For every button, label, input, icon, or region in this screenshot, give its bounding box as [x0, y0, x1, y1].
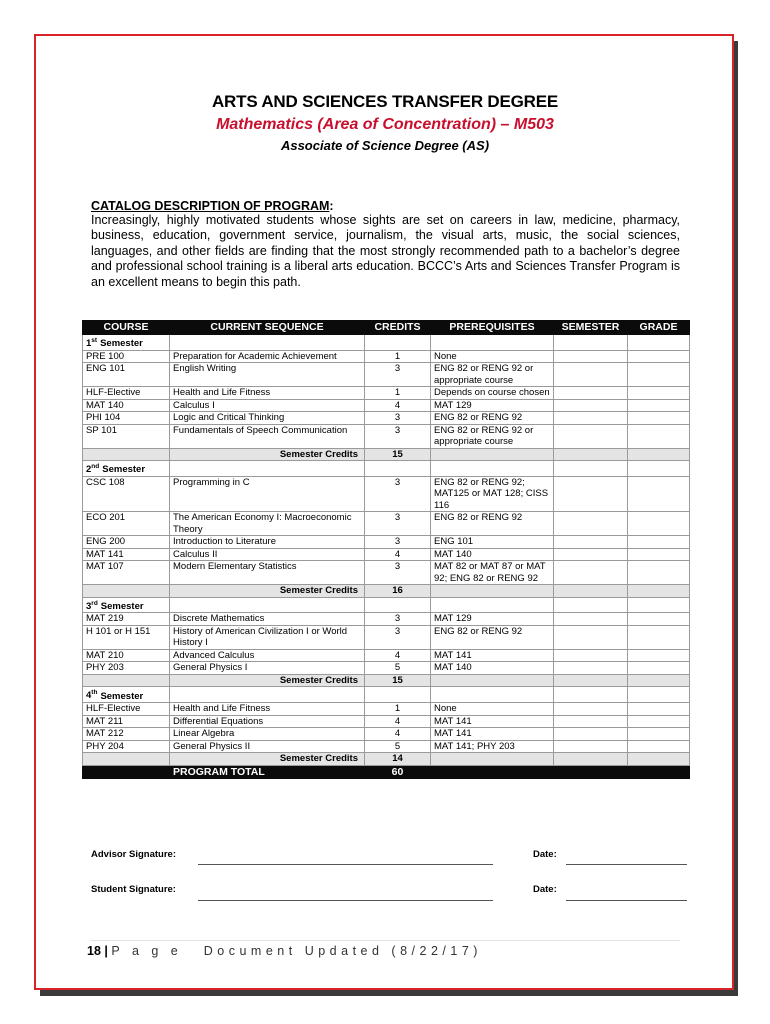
- course-credits: 3: [365, 363, 431, 387]
- empty-cell: [431, 687, 554, 703]
- semester-number: 2: [86, 464, 92, 476]
- course-prerequisites: MAT 82 or MAT 87 or MAT 92; ENG 82 or RENG 92: [431, 561, 554, 585]
- semester-cell[interactable]: [554, 476, 628, 512]
- grade-cell[interactable]: [628, 561, 690, 585]
- course-code: HLF-Elective: [83, 703, 170, 716]
- grade-cell[interactable]: [628, 740, 690, 753]
- table-row: [83, 476, 690, 512]
- semester-total-row: [83, 448, 690, 461]
- course-credits: 4: [365, 728, 431, 741]
- grade-cell[interactable]: [628, 536, 690, 549]
- grade-cell[interactable]: [628, 387, 690, 400]
- course-sequence: Introduction to Literature: [170, 536, 365, 549]
- semester-ordinal: st: [91, 337, 98, 344]
- student-date-line[interactable]: [566, 900, 687, 901]
- semester-ordinal: th: [91, 689, 98, 697]
- empty-cell: [554, 335, 628, 351]
- semester-credits-label: Semester Credits: [170, 753, 365, 766]
- semester-cell[interactable]: [554, 536, 628, 549]
- page-number: 18: [87, 944, 101, 958]
- semester-total-row: [83, 753, 690, 766]
- empty-cell: [431, 335, 554, 351]
- grade-cell[interactable]: [628, 476, 690, 512]
- semester-credits-total: 15: [365, 674, 431, 687]
- grade-cell[interactable]: [628, 424, 690, 448]
- program-total-row: [83, 765, 690, 778]
- course-code: HLF-Elective: [83, 387, 170, 400]
- course-sequence: Linear Algebra: [170, 728, 365, 741]
- header-sequence: CURRENT SEQUENCE: [170, 321, 365, 335]
- empty-cell: [83, 765, 170, 778]
- semester-word: Semester: [102, 464, 146, 476]
- empty-cell: [554, 448, 628, 461]
- empty-cell: [170, 687, 365, 703]
- semester-cell[interactable]: [554, 424, 628, 448]
- course-code: MAT 141: [83, 548, 170, 561]
- course-credits: 3: [365, 412, 431, 425]
- course-code: H 101 or H 151: [83, 625, 170, 649]
- course-prerequisites: ENG 82 or RENG 92: [431, 412, 554, 425]
- empty-cell: [628, 597, 690, 613]
- semester-cell[interactable]: [554, 363, 628, 387]
- page-word: P a g e: [111, 944, 183, 958]
- empty-cell: [83, 585, 170, 598]
- course-sequence: General Physics I: [170, 662, 365, 675]
- grade-cell[interactable]: [628, 728, 690, 741]
- table-row: [83, 387, 690, 400]
- course-sequence: Discrete Mathematics: [170, 613, 365, 626]
- empty-cell: [554, 765, 628, 778]
- course-sequence: Logic and Critical Thinking: [170, 412, 365, 425]
- degree-name: Associate of Science Degree (AS): [280, 138, 490, 153]
- course-prerequisites: MAT 141; PHY 203: [431, 740, 554, 753]
- catalog-description: Increasingly, highly motivated students whose sights are set on careers in law, medicine, pharmacy, business, education, government service, journalism, the visual arts, music, the social sciences, languages, and other fields are finding that the most strongly recommended path to a bachelor’s degree and professional school training is a liberal arts education. BCCC’s Arts and Sciences Transfer Program is an excellent means to begin this path.: [91, 213, 680, 289]
- empty-cell: [628, 753, 690, 766]
- grade-cell[interactable]: [628, 625, 690, 649]
- course-code: CSC 108: [83, 476, 170, 512]
- semester-cell[interactable]: [554, 512, 628, 536]
- course-credits: 4: [365, 649, 431, 662]
- semester-cell[interactable]: [554, 728, 628, 741]
- course-sequence: English Writing: [170, 363, 365, 387]
- semester-cell[interactable]: [554, 613, 628, 626]
- table-row: [83, 740, 690, 753]
- course-code: PHY 203: [83, 662, 170, 675]
- table-row: [83, 625, 690, 649]
- table-row: [83, 728, 690, 741]
- empty-cell: [170, 461, 365, 477]
- table-row: [83, 613, 690, 626]
- header-course: COURSE: [83, 321, 170, 335]
- course-prerequisites: Depends on course chosen: [431, 387, 554, 400]
- semester-cell[interactable]: [554, 387, 628, 400]
- table-row: [83, 715, 690, 728]
- empty-cell: [554, 461, 628, 477]
- advisor-date-label: Date:: [533, 849, 557, 860]
- grade-cell[interactable]: [628, 649, 690, 662]
- course-code: PRE 100: [83, 350, 170, 363]
- course-credits: 4: [365, 715, 431, 728]
- empty-cell: [431, 585, 554, 598]
- course-credits: 5: [365, 740, 431, 753]
- course-credits: 5: [365, 662, 431, 675]
- table-row: [83, 662, 690, 675]
- course-prerequisites: MAT 141: [431, 649, 554, 662]
- course-sequence: Calculus II: [170, 548, 365, 561]
- empty-cell: [365, 597, 431, 613]
- program-subtitle: Mathematics (Area of Concentration) – M503: [216, 116, 554, 133]
- course-sequence: Modern Elementary Statistics: [170, 561, 365, 585]
- course-code: MAT 210: [83, 649, 170, 662]
- course-credits: 4: [365, 548, 431, 561]
- course-credits: 4: [365, 399, 431, 412]
- grade-cell[interactable]: [628, 412, 690, 425]
- semester-credits-total: 16: [365, 585, 431, 598]
- semester-cell[interactable]: [554, 662, 628, 675]
- header-semester: SEMESTER: [554, 321, 628, 335]
- grade-cell[interactable]: [628, 662, 690, 675]
- semester-cell[interactable]: [554, 703, 628, 716]
- footer-separator: |: [104, 944, 108, 958]
- semester-number: 3: [86, 600, 92, 612]
- course-code: ENG 200: [83, 536, 170, 549]
- course-credits: 3: [365, 613, 431, 626]
- empty-cell: [628, 335, 690, 351]
- course-prerequisites: ENG 82 or RENG 92; MAT125 or MAT 128; CISS 116: [431, 476, 554, 512]
- semester-credits-label: Semester Credits: [170, 448, 365, 461]
- empty-cell: [628, 687, 690, 703]
- empty-cell: [431, 461, 554, 477]
- course-prerequisites: None: [431, 350, 554, 363]
- grade-cell[interactable]: [628, 363, 690, 387]
- course-code: ENG 101: [83, 363, 170, 387]
- course-sequence: Differential Equations: [170, 715, 365, 728]
- table-header-row: [83, 321, 690, 335]
- course-sequence: General Physics II: [170, 740, 365, 753]
- catalog-heading: [91, 199, 334, 213]
- empty-cell: [431, 597, 554, 613]
- course-prerequisites: ENG 101: [431, 536, 554, 549]
- course-credits: 3: [365, 512, 431, 536]
- semester-total-row: [83, 674, 690, 687]
- empty-cell: [628, 765, 690, 778]
- advisor-date-line[interactable]: [566, 864, 687, 865]
- semester-cell[interactable]: [554, 715, 628, 728]
- course-credits: 3: [365, 625, 431, 649]
- semester-cell[interactable]: [554, 548, 628, 561]
- header-grade: GRADE: [628, 321, 690, 335]
- course-code: SP 101: [83, 424, 170, 448]
- semester-label: [83, 597, 170, 613]
- catalog-heading-text: CATALOG DESCRIPTION OF PROGRAM: [91, 199, 330, 213]
- course-credits: 3: [365, 476, 431, 512]
- empty-cell: [628, 461, 690, 477]
- course-prerequisites: ENG 82 or RENG 92: [431, 625, 554, 649]
- empty-cell: [170, 335, 365, 351]
- semester-label: [83, 335, 170, 351]
- semester-total-row: [83, 585, 690, 598]
- grade-cell[interactable]: [628, 350, 690, 363]
- semester-cell[interactable]: [554, 399, 628, 412]
- empty-cell: [83, 674, 170, 687]
- semester-cell[interactable]: [554, 740, 628, 753]
- course-sequence: Calculus I: [170, 399, 365, 412]
- semester-word: Semester: [100, 600, 144, 612]
- course-prerequisites: ENG 82 or RENG 92 or appropriate course: [431, 363, 554, 387]
- header-credits: CREDITS: [365, 321, 431, 335]
- document-title: ARTS AND SCIENCES TRANSFER DEGREE: [211, 92, 559, 111]
- semester-ordinal: rd: [91, 599, 98, 607]
- empty-cell: [554, 687, 628, 703]
- course-prerequisites: MAT 140: [431, 662, 554, 675]
- course-code: PHI 104: [83, 412, 170, 425]
- course-credits: 1: [365, 350, 431, 363]
- grade-cell[interactable]: [628, 613, 690, 626]
- course-prerequisites: MAT 129: [431, 613, 554, 626]
- course-prerequisites: None: [431, 703, 554, 716]
- table-row: [83, 703, 690, 716]
- course-credits: 3: [365, 424, 431, 448]
- empty-cell: [554, 753, 628, 766]
- course-code: MAT 219: [83, 613, 170, 626]
- program-table: [82, 320, 690, 779]
- course-code: MAT 107: [83, 561, 170, 585]
- course-prerequisites: MAT 129: [431, 399, 554, 412]
- table-row: [83, 350, 690, 363]
- course-sequence: Advanced Calculus: [170, 649, 365, 662]
- course-sequence: Health and Life Fitness: [170, 387, 365, 400]
- student-date-label: Date:: [533, 884, 557, 895]
- grade-cell[interactable]: [628, 703, 690, 716]
- table-row: [83, 399, 690, 412]
- empty-cell: [554, 597, 628, 613]
- semester-cell[interactable]: [554, 649, 628, 662]
- grade-cell[interactable]: [628, 512, 690, 536]
- course-prerequisites: MAT 140: [431, 548, 554, 561]
- document-updated: Document Updated (8/22/17): [203, 944, 482, 958]
- course-credits: 3: [365, 536, 431, 549]
- course-sequence: Fundamentals of Speech Communication: [170, 424, 365, 448]
- catalog-heading-colon: :: [329, 199, 334, 213]
- semester-word: Semester: [100, 338, 143, 350]
- grade-cell[interactable]: [628, 399, 690, 412]
- semester-credits-label: Semester Credits: [170, 674, 365, 687]
- semester-ordinal: nd: [91, 463, 100, 471]
- table-row: [83, 548, 690, 561]
- course-sequence: History of American Civilization I or World History I: [170, 625, 365, 649]
- student-signature-line[interactable]: [198, 900, 493, 901]
- empty-cell: [170, 597, 365, 613]
- semester-credits-total: 14: [365, 753, 431, 766]
- empty-cell: [628, 448, 690, 461]
- program-total-value: 60: [365, 765, 431, 778]
- semester-cell[interactable]: [554, 561, 628, 585]
- semester-cell[interactable]: [554, 350, 628, 363]
- semester-row: [83, 461, 690, 477]
- empty-cell: [431, 753, 554, 766]
- empty-cell: [365, 461, 431, 477]
- course-prerequisites: ENG 82 or RENG 92 or appropriate course: [431, 424, 554, 448]
- course-credits: 1: [365, 703, 431, 716]
- semester-credits-label: Semester Credits: [170, 585, 365, 598]
- course-prerequisites: MAT 141: [431, 728, 554, 741]
- table-row: [83, 649, 690, 662]
- grade-cell[interactable]: [628, 548, 690, 561]
- semester-word: Semester: [100, 690, 144, 702]
- empty-cell: [365, 335, 431, 351]
- table-row: [83, 536, 690, 549]
- course-code: MAT 211: [83, 715, 170, 728]
- advisor-signature-line[interactable]: [198, 864, 493, 865]
- semester-label: [83, 687, 170, 703]
- table-row: [83, 412, 690, 425]
- course-code: PHY 204: [83, 740, 170, 753]
- course-sequence: Preparation for Academic Achievement: [170, 350, 365, 363]
- page-footer: [87, 944, 482, 958]
- course-sequence: Programming in C: [170, 476, 365, 512]
- semester-row: [83, 597, 690, 613]
- empty-cell: [431, 765, 554, 778]
- empty-cell: [83, 753, 170, 766]
- empty-cell: [431, 448, 554, 461]
- empty-cell: [83, 448, 170, 461]
- empty-cell: [365, 687, 431, 703]
- course-code: ECO 201: [83, 512, 170, 536]
- course-credits: 1: [365, 387, 431, 400]
- course-code: MAT 212: [83, 728, 170, 741]
- course-code: MAT 140: [83, 399, 170, 412]
- table-row: [83, 424, 690, 448]
- course-sequence: The American Economy I: Macroeconomic Theory: [170, 512, 365, 536]
- course-prerequisites: ENG 82 or RENG 92: [431, 512, 554, 536]
- course-prerequisites: MAT 141: [431, 715, 554, 728]
- footer-rule: [90, 940, 680, 941]
- empty-cell: [431, 674, 554, 687]
- semester-label: [83, 461, 170, 477]
- course-sequence: Health and Life Fitness: [170, 703, 365, 716]
- student-signature-label: Student Signature:: [91, 884, 176, 895]
- empty-cell: [554, 585, 628, 598]
- grade-cell[interactable]: [628, 715, 690, 728]
- table-row: [83, 363, 690, 387]
- semester-cell[interactable]: [554, 625, 628, 649]
- semester-number: 4: [86, 690, 92, 702]
- empty-cell: [628, 674, 690, 687]
- semester-credits-total: 15: [365, 448, 431, 461]
- header-prerequisites: PREREQUISITES: [431, 321, 554, 335]
- semester-number: 1: [86, 338, 92, 350]
- empty-cell: [628, 585, 690, 598]
- course-credits: 3: [365, 561, 431, 585]
- program-total-label: PROGRAM TOTAL: [170, 765, 365, 778]
- table-row: [83, 561, 690, 585]
- advisor-signature-label: Advisor Signature:: [91, 849, 176, 860]
- table-row: [83, 512, 690, 536]
- semester-cell[interactable]: [554, 412, 628, 425]
- semester-row: [83, 335, 690, 351]
- empty-cell: [554, 674, 628, 687]
- semester-row: [83, 687, 690, 703]
